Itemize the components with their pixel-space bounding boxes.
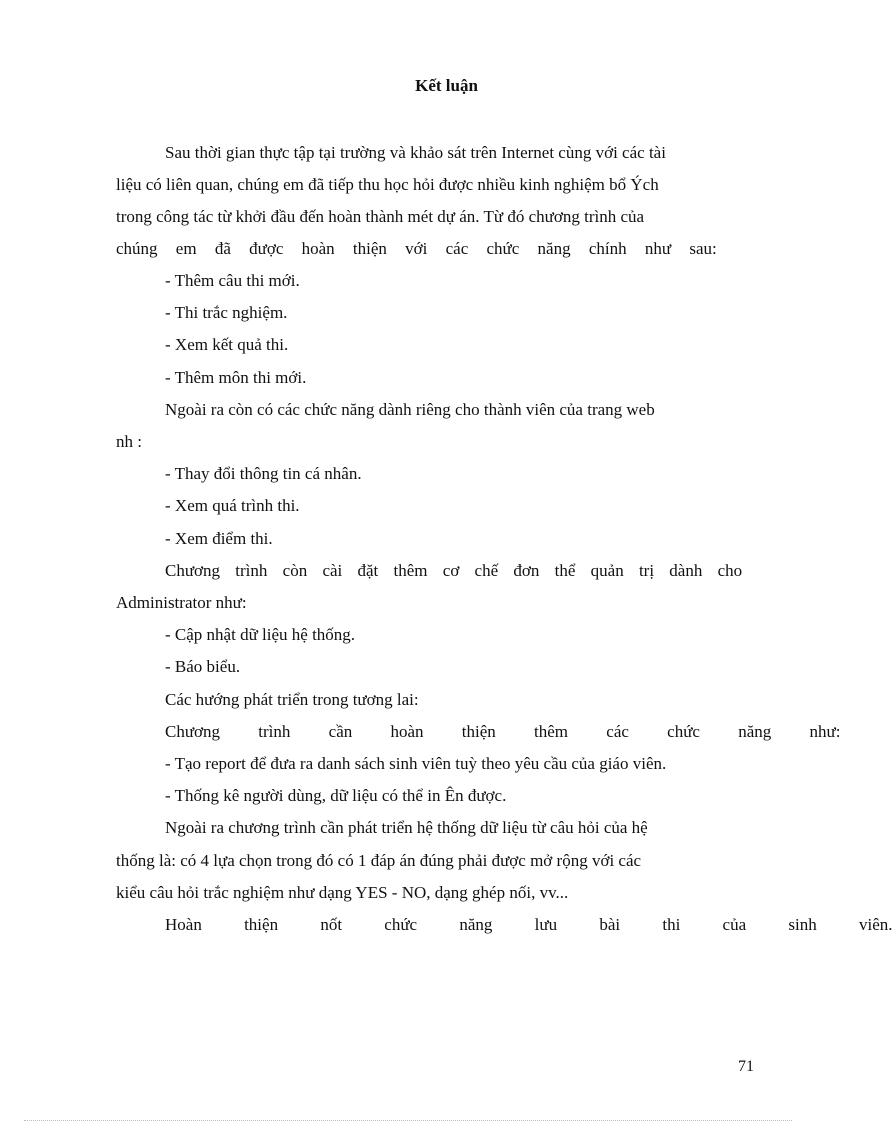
body-line: kiểu câu hỏi trắc nghiệm như dạng YES - NO, dạng ghép nối, vv...: [116, 883, 569, 902]
list-item: - Thêm môn thi mới.: [165, 368, 307, 387]
page-bottom-rule: [24, 1120, 792, 1121]
list-item: - Thay đổi thông tin cá nhân.: [165, 464, 362, 483]
list-item: - Xem điểm thi.: [165, 529, 273, 548]
body-line: Hoàn thiện nốt chức năng lưu bài thi của sinh viên.: [165, 915, 893, 934]
body-line: Ngoài ra còn có các chức năng dành riêng cho thành viên của trang web: [165, 400, 655, 419]
body-line: nh :: [116, 432, 142, 451]
page-title: Kết luận: [415, 76, 478, 95]
list-item: - Báo biểu.: [165, 657, 241, 676]
body-line: Administrator như:: [116, 593, 247, 612]
body-line: Ngoài ra chương trình cần phát triển hệ thống dữ liệu từ câu hỏi của hệ: [165, 818, 648, 837]
body-line: thống là: có 4 lựa chọn trong đó có 1 đáp án đúng phải được mở rộng với các: [116, 851, 642, 870]
list-item: - Xem quá trình thi.: [165, 496, 300, 515]
list-item: - Cập nhật dữ liệu hệ thống.: [165, 625, 356, 644]
body-line: chúng em đã được hoàn thiện với các chức năng chính như sau:: [116, 239, 717, 258]
section-heading: Các hướng phát triển trong tương lai:: [165, 690, 419, 709]
list-item: - Tạo report để đưa ra danh sách sinh viên tuỳ theo yêu cầu của giáo viên.: [165, 754, 667, 773]
list-item: - Thống kê người dùng, dữ liệu có thể in Ên được.: [165, 786, 507, 805]
body-line: Sau thời gian thực tập tại trường và khảo sát trên Internet cùng với các tài: [165, 143, 666, 162]
body-line: Chương trình còn cài đặt thêm cơ chế đơn thể quản trị dành cho: [165, 561, 743, 580]
page-number: 71: [738, 1058, 754, 1075]
list-item: - Xem kết quả thi.: [165, 335, 289, 354]
body-line: trong công tác từ khởi đầu đến hoàn thành mét dự án. Từ đó chương trình của: [116, 207, 645, 226]
body-line: Chương trình cần hoàn thiện thêm các chức năng như:: [165, 722, 841, 741]
list-item: - Thi trắc nghiệm.: [165, 303, 288, 322]
list-item: - Thêm câu thi mới.: [165, 271, 300, 290]
body-line: liệu có liên quan, chúng em đã tiếp thu học hỏi được nhiều kinh nghiệm bổ Ých: [116, 175, 659, 194]
